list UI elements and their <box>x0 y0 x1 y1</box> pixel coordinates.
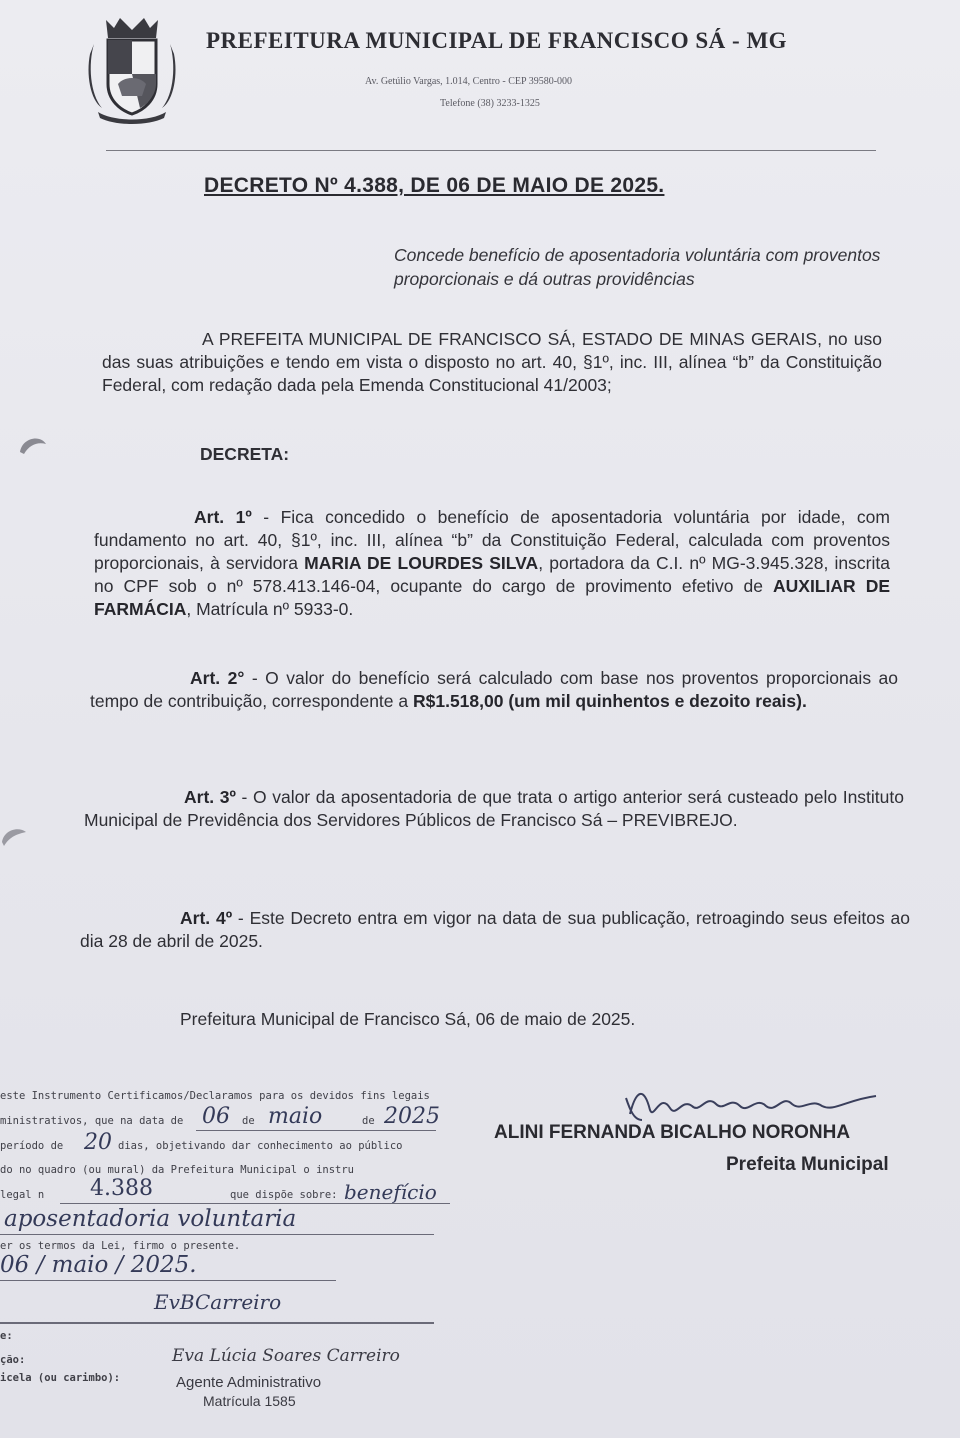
stamp-line-2-b: de <box>242 1115 255 1127</box>
decree-ementa: Concede benefício de aposentadoria voluntária com proventos proporcionais e dá outras providências <box>394 245 881 289</box>
stamp-label-c: icela (ou carimbo): <box>0 1372 121 1384</box>
article-4-label: Art. 4º <box>180 908 233 928</box>
article-2-label: Art. 2° <box>190 668 245 688</box>
stamp-day: 06 <box>202 1104 230 1129</box>
article-2-text: - O valor do benefício será calculado com base nos proventos proporcionais ao tempo de contribuição, correspondente a <box>90 668 899 711</box>
mayor-name: ALINI FERNANDA BICALHO NORONHA <box>494 1122 851 1143</box>
preamble-text: A PREFEITA MUNICIPAL DE FRANCISCO SÁ, ESTADO DE MINAS GERAIS, no uso das suas atribuições e tendo em vista o disposto no art. 40, §1º, inc. III, alínea “b” da Constituição Federal, com redação dada pela Emenda Constitucional 41/2003; <box>102 329 882 395</box>
stamp-subject-2: aposentadoria voluntaria <box>4 1206 297 1232</box>
paper-mark <box>16 430 50 460</box>
paper-mark <box>0 820 30 850</box>
article-1-label: Art. 1º <box>194 507 252 527</box>
header-title: PREFEITURA MUNICIPAL DE FRANCISCO SÁ - MG <box>206 28 788 53</box>
stamp-decree-number: 4.388 <box>90 1176 153 1201</box>
stamp-line-7: er os termos da Lei, firmo o presente. <box>0 1240 241 1252</box>
decree-preamble <box>102 328 882 397</box>
clerk-name: Eva Lúcia Soares Carreiro <box>172 1346 400 1366</box>
article-1-text-c: , Matrícula nº 5933-0. <box>186 599 354 619</box>
stamp-line-4: do no quadro (ou mural) da Prefeitura Municipal o instru <box>0 1164 355 1176</box>
article-3-label: Art. 3º <box>184 787 236 807</box>
stamp-line-5-a: legal n <box>0 1189 45 1201</box>
header-phone: Telefone (38) 3233-1325 <box>440 98 540 109</box>
fill-rule <box>60 1203 450 1204</box>
header-address: Av. Getúlio Vargas, 1.014, Centro - CEP 39580-000 <box>365 76 573 87</box>
article-2 <box>90 667 898 713</box>
stamp-line-1: este Instrumento Certificamos/Declaramos para os devidos fins legais <box>0 1090 430 1102</box>
mayor-signature-block <box>490 1080 930 1190</box>
article-4 <box>80 907 910 953</box>
mayor-role: Prefeita Municipal <box>726 1154 889 1175</box>
fill-rule <box>0 1234 434 1235</box>
place-and-date: Prefeitura Municipal de Francisco Sá, 06 de maio de 2025. <box>180 1009 636 1029</box>
fill-rule <box>0 1322 434 1324</box>
stamp-year: 2025 <box>384 1104 440 1129</box>
article-1-text-b: , portadora da C.I. nº MG-3.945.328, inscrita no CPF sob o nº 578.413.146-04, ocupante do cargo de provimento efetivo de <box>94 553 890 596</box>
stamp-days: 20 <box>84 1130 112 1155</box>
article-1-text-a: - Fica concedido o benefício de aposentadoria voluntária por idade, com fundamento no art. 40, §1º, inc. III, alínea “b” da Constituição Federal, calculada com proventos proporcionais, à servidora <box>94 507 890 573</box>
stamp-line-2-a: ministrativos, que na data de <box>0 1115 184 1127</box>
stamp-date: 06 / maio / 2025. <box>0 1252 197 1278</box>
stamp-label-b: ção: <box>0 1354 26 1366</box>
clerk-registration: Matrícula 1585 <box>203 1393 296 1409</box>
stamp-month: maio <box>268 1104 323 1129</box>
stamp-line-3-a: período de <box>0 1140 64 1152</box>
stamp-line-5-b: que dispõe sobre: <box>230 1189 338 1201</box>
article-4-text: - Este Decreto entra em vigor na data de sua publicação, retroagindo seus efeitos ao dia 28 de abril de 2025. <box>80 908 910 951</box>
stamp-label-a: e: <box>0 1330 13 1342</box>
fill-rule <box>196 1130 436 1131</box>
stamp-subject-1: benefício <box>344 1180 437 1204</box>
stamp-line-3-b: dias, objetivando dar conhecimento ao público <box>118 1140 403 1152</box>
stamp-line-2-c: de <box>362 1115 375 1127</box>
stamp-clerk-signature: EvBCarreiro <box>154 1290 282 1314</box>
municipal-crest-icon <box>84 14 180 124</box>
servant-name: MARIA DE LOURDES SILVA <box>304 553 539 573</box>
clerk-role: Agente Administrativo <box>176 1374 322 1391</box>
header-divider <box>106 150 876 151</box>
benefit-amount: R$1.518,00 (um mil quinhentos e dezoito reais). <box>412 691 807 711</box>
article-1 <box>94 506 890 621</box>
servant-role: AUXILIAR DE FARMÁCIA <box>94 576 891 619</box>
decreta-heading: DECRETA: <box>200 444 290 464</box>
fill-rule <box>0 1280 336 1281</box>
decree-title: DECRETO Nº 4.388, DE 06 DE MAIO DE 2025. <box>204 174 665 197</box>
article-3 <box>84 786 904 832</box>
article-3-text: - O valor da aposentadoria de que trata o artigo anterior será custeado pelo Instituto Municipal de Previdência dos Servidores Públicos de Francisco Sá – PREVIBREJO. <box>84 787 904 830</box>
